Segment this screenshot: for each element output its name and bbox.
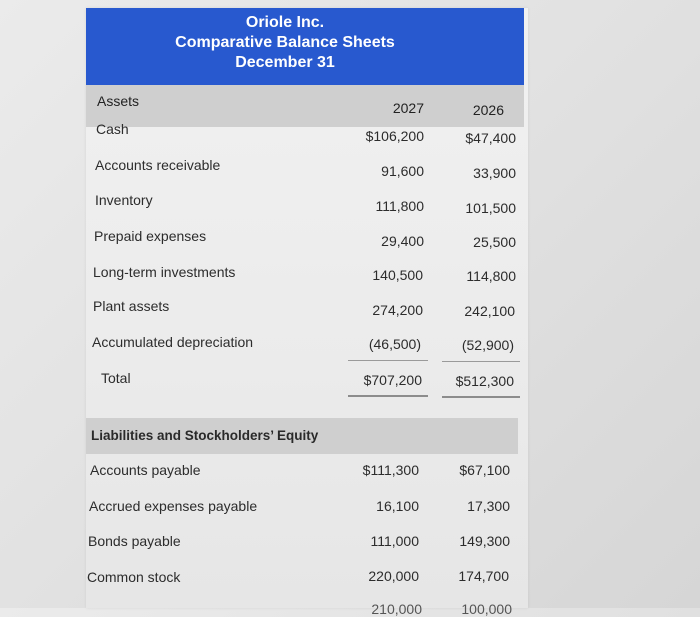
liab-common-2027: 220,000 [368, 568, 419, 584]
partial-row-2027: 210,000 [371, 601, 422, 617]
total-double-rule-2026 [442, 396, 520, 398]
partial-row-2026: 100,000 [461, 601, 512, 617]
asset-inventory-2026: 101,500 [465, 200, 516, 216]
asset-depreciation-2027: (46,500) [368, 336, 421, 352]
subtotal-rule-2026 [442, 361, 520, 362]
liab-payable-2026: $67,100 [459, 462, 510, 478]
asset-cash-2026: $47,400 [465, 130, 516, 146]
liabilities-header-band [86, 418, 518, 454]
asset-prepaid-2026: 25,500 [473, 234, 516, 250]
asset-label-depreciation: Accumulated depreciation [92, 334, 254, 350]
company-name: Oriole Inc. [245, 14, 325, 31]
assets-header-band [86, 85, 524, 127]
liab-label-accrued: Accrued expenses payable [89, 498, 258, 514]
assets-heading: Assets [97, 93, 140, 109]
year-2027-header: 2027 [392, 100, 424, 116]
asset-investments-2026: 114,800 [466, 268, 516, 284]
asset-receivable-2026: 33,900 [473, 165, 516, 181]
asset-label-investments: Long-term investments [93, 264, 236, 280]
liab-label-bonds: Bonds payable [88, 533, 181, 549]
subtotal-rule-2027 [348, 360, 428, 361]
asset-cash-2027: $106,200 [365, 128, 424, 144]
liab-label-payable: Accounts payable [90, 462, 201, 478]
liab-accrued-2027: 16,100 [376, 498, 419, 514]
report-date: December 31 [235, 54, 335, 71]
liab-bonds-2027: 111,000 [370, 533, 419, 549]
asset-label-inventory: Inventory [95, 192, 153, 208]
asset-plant-2026: 242,100 [464, 303, 515, 319]
liab-label-common: Common stock [87, 569, 181, 585]
liabilities-heading: Liabilities and Stockholders’ Equity [91, 428, 319, 443]
asset-label-receivable: Accounts receivable [95, 157, 221, 173]
liab-common-2026: 174,700 [458, 568, 509, 584]
asset-prepaid-2027: 29,400 [381, 233, 424, 249]
asset-plant-2027: 274,200 [372, 302, 423, 318]
balance-sheet [86, 8, 528, 617]
report-title: Comparative Balance Sheets [175, 34, 395, 51]
total-double-rule-2027 [348, 395, 428, 397]
liab-payable-2027: $111,300 [362, 462, 419, 478]
asset-label-cash: Cash [96, 121, 129, 137]
assets-total-2026: $512,300 [455, 373, 514, 389]
year-2026-header: 2026 [472, 102, 504, 118]
liab-bonds-2026: 149,300 [459, 533, 510, 549]
asset-investments-2027: 140,500 [372, 267, 423, 283]
assets-total-label: Total [101, 370, 131, 386]
liab-accrued-2026: 17,300 [467, 498, 510, 514]
asset-receivable-2027: 91,600 [381, 163, 424, 179]
asset-label-prepaid: Prepaid expenses [94, 228, 207, 244]
assets-total-2027: $707,200 [363, 372, 422, 388]
asset-depreciation-2026: (52,900) [461, 337, 514, 353]
asset-inventory-2027: 111,800 [375, 198, 424, 214]
asset-label-plant: Plant assets [93, 298, 170, 314]
report-header [86, 8, 524, 85]
